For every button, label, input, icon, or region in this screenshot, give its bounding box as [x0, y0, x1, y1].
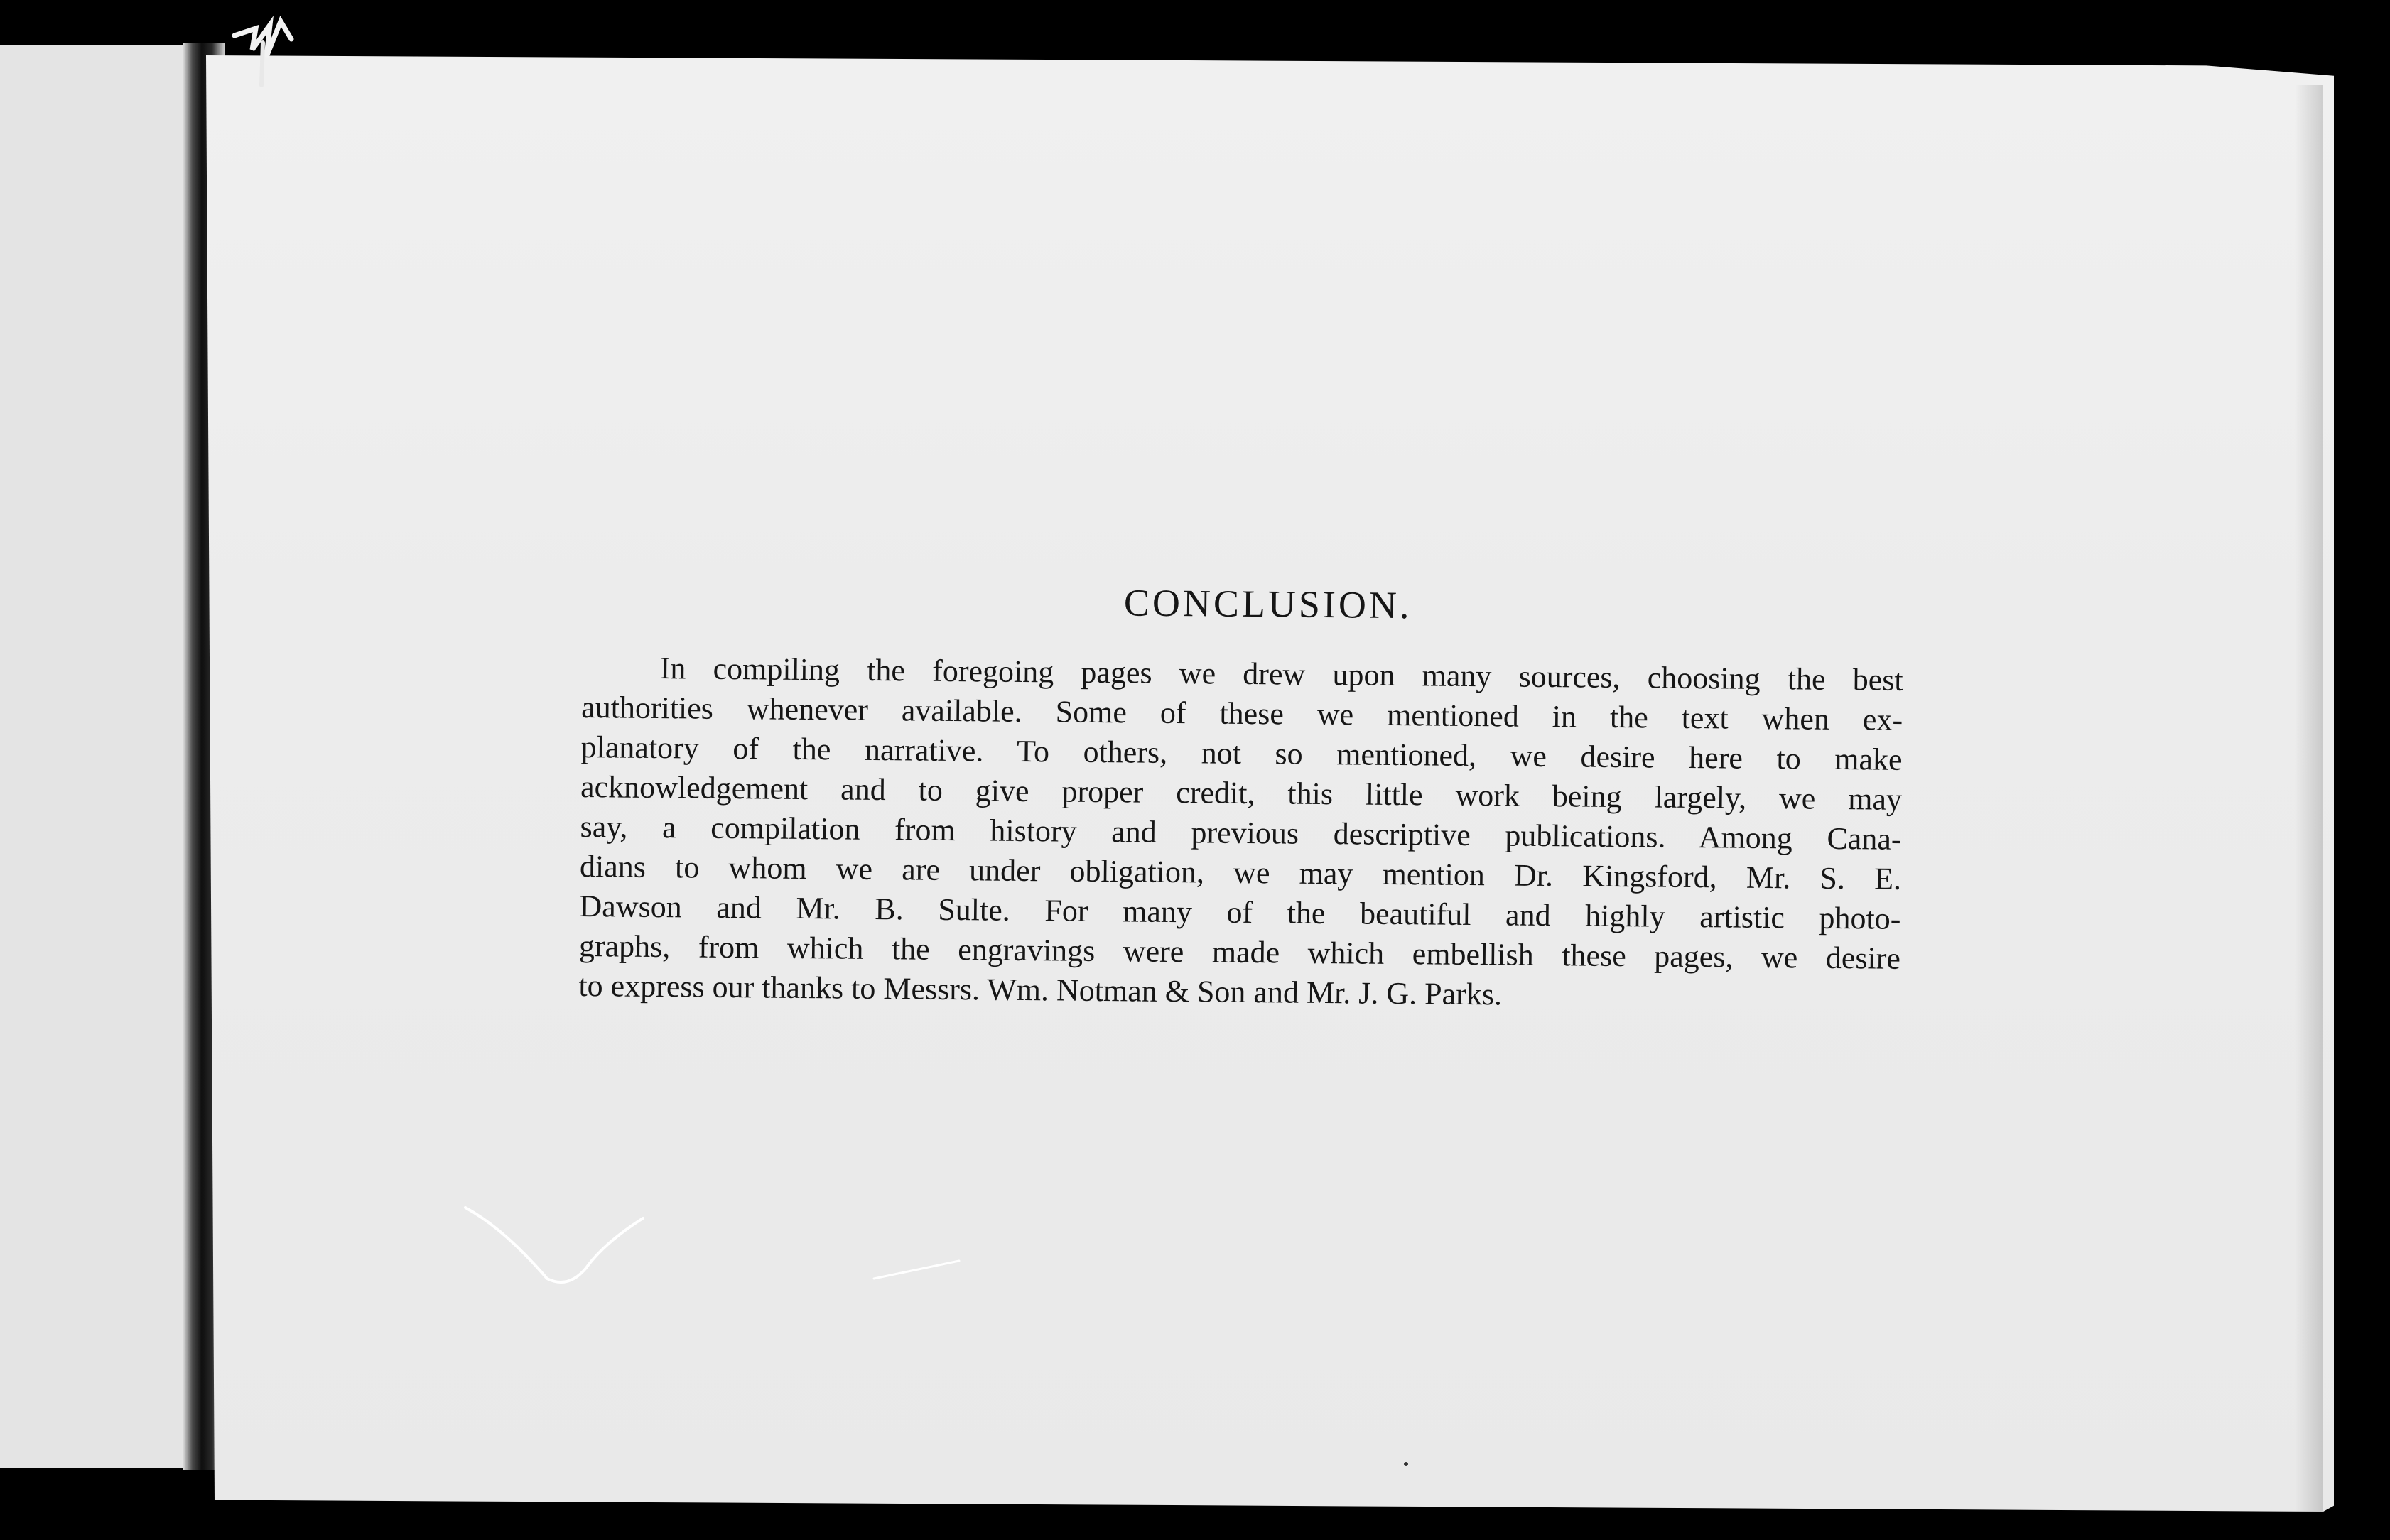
- conclusion-section: [578, 575, 1904, 1019]
- ink-smudge-mark: [213, 7, 320, 92]
- paragraph-line: In compiling the foregoing pages we drew upon many sources, choosing the best: [659, 651, 1903, 698]
- paragraph-line: acknowledgement and to give proper credit, this little work being largely, we may: [580, 769, 1903, 817]
- paragraph-line: graphs, from which the engravings were made which embellish these pages, we desire: [578, 928, 1901, 976]
- paragraph-line: authorities whenever available. Some of these we mentioned in the text when ex-: [580, 689, 1903, 737]
- paragraph-line: dians to whom we are under obligation, we may mention Dr. Kingsford, Mr. S. E.: [579, 848, 1902, 896]
- conclusion-paragraph: [578, 648, 1903, 1019]
- paragraph-line: to express our thanks to Messrs. Wm. Notman & Son and Mr. J. G. Parks.: [578, 967, 1503, 1012]
- section-heading: CONCLUSION.: [1123, 581, 1412, 627]
- paragraph-line: planatory of the narrative. To others, not so mentioned, we desire here to make: [580, 729, 1903, 777]
- page-edge-shadow: [2295, 85, 2323, 1513]
- paragraph-line: Dawson and Mr. B. Sulte. For many of the beautiful and highly artistic photo-: [579, 888, 1901, 936]
- paragraph-line: say, a compilation from history and previous descriptive publications. Among Cana-: [580, 808, 1902, 857]
- left-page-edge: [0, 45, 193, 1468]
- ink-speck: [1404, 1462, 1408, 1466]
- paper-scratch-marks: [462, 1200, 995, 1300]
